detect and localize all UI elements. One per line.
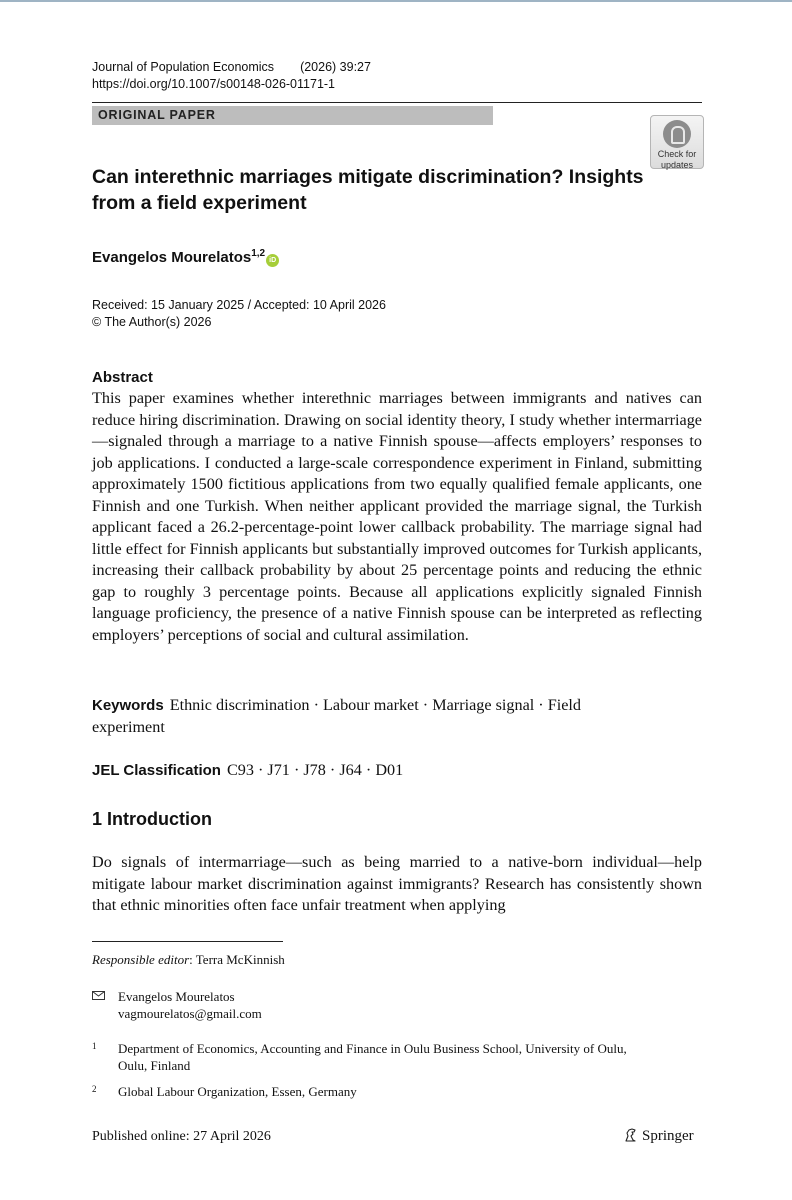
editor-name: : Terra McKinnish (189, 952, 285, 967)
journal-name: Journal of Population Economics (92, 60, 275, 74)
jel-codes: C93 · J71 · J78 · J64 · D01 (226, 761, 404, 779)
jel-classification (92, 761, 403, 780)
jel-label: JEL Classification (92, 762, 221, 779)
responsible-editor (92, 952, 285, 968)
paper-title: Can interethnic marriages mitigate discrimination? Insights from a field experiment (92, 166, 644, 214)
affiliation-2-number: 2 (92, 1084, 97, 1094)
introduction-text: Do signals of intermarriage—such as being married to a native-born individual—help mitigate labour market discrimination against immigrants? Research has consistently shown that ethnic minorities often face unfair treatment when applying (92, 853, 702, 914)
article-dates (92, 297, 386, 331)
header-rule (92, 102, 702, 103)
envelope-icon (92, 991, 105, 1000)
corresponding-name: Evangelos Mourelatos (118, 989, 235, 1004)
article-type-label: ORIGINAL PAPER (98, 108, 216, 122)
affiliation-1-number: 1 (92, 1041, 97, 1051)
orcid-icon[interactable]: iD (266, 254, 279, 267)
section-heading: 1 Introduction (92, 809, 212, 829)
top-border (0, 0, 792, 2)
article-type-banner (92, 106, 493, 125)
check-for-updates-button[interactable] (650, 115, 704, 169)
springer-horse-icon (623, 1127, 639, 1143)
doi-link[interactable]: https://doi.org/10.1007/s00148-026-01171-1 (92, 77, 336, 91)
copyright: © The Author(s) 2026 (92, 315, 212, 329)
affiliation-1-text: Department of Economics, Accounting and Finance in Oulu Business School, University of Oulu, Oulu, Finland (118, 1041, 627, 1073)
footnote-rule (92, 941, 283, 942)
journal-header (92, 60, 371, 74)
published-online: Published online: 27 April 2026 (92, 1129, 271, 1144)
editor-label: Responsible editor (92, 952, 190, 967)
journal-meta: (2026) 39:27 (300, 60, 371, 74)
check-for-updates-line2: updates (660, 160, 694, 170)
publisher-name: Springer (642, 1128, 694, 1144)
publisher-logo[interactable] (623, 1127, 694, 1145)
bookmark-icon (663, 120, 691, 148)
author-line (92, 248, 279, 267)
keywords-text: Ethnic discrimination · Labour market · Marriage signal · Field experiment (92, 696, 582, 736)
affiliation-1 (92, 1040, 652, 1074)
affiliation-2-text: Global Labour Organization, Essen, Germany (118, 1084, 357, 1099)
corresponding-author (92, 988, 262, 1022)
affiliation-2 (92, 1083, 652, 1100)
keywords (92, 695, 652, 738)
abstract-text: This paper examines whether interethnic marriages between immigrants and natives can reduce hiring discrimination. Drawing on social identity theory, I study whether intermarriage—signaled through a marriage to a native Finnish spouse—affects employers’ responses to job applications. I conducted a large-scale correspondence experiment in Finland, submitting approximately 1500 fictitious applications from two equally qualified female applicants, one Finnish and one Turkish. When neither applicant provided the marriage signal, the Turkish applicant faced a 26.2-percentage-point lower callback probability. The marriage signal had little effect for Finnish applicants but substantially improved outcomes for Turkish applicants, increasing their callback probability by about 25 percentage points and reducing the ethnic gap to roughly 3 percentage points. Because all applications explicitly signaled Finnish language proficiency, the presence of a native Finnish spouse can be interpreted as reflecting employers’ perceptions of social and cultural assimilation. (92, 389, 702, 644)
check-for-updates-line1: Check for (657, 149, 697, 159)
author-name[interactable]: Evangelos Mourelatos (92, 249, 252, 266)
abstract-heading: Abstract (92, 369, 153, 386)
received-accepted: Received: 15 January 2025 / Accepted: 10 April 2026 (92, 298, 386, 312)
corresponding-email[interactable]: vagmourelatos@gmail.com (118, 1006, 262, 1021)
keywords-label: Keywords (92, 697, 164, 714)
author-affiliation-marks: 1,2 (251, 248, 266, 259)
